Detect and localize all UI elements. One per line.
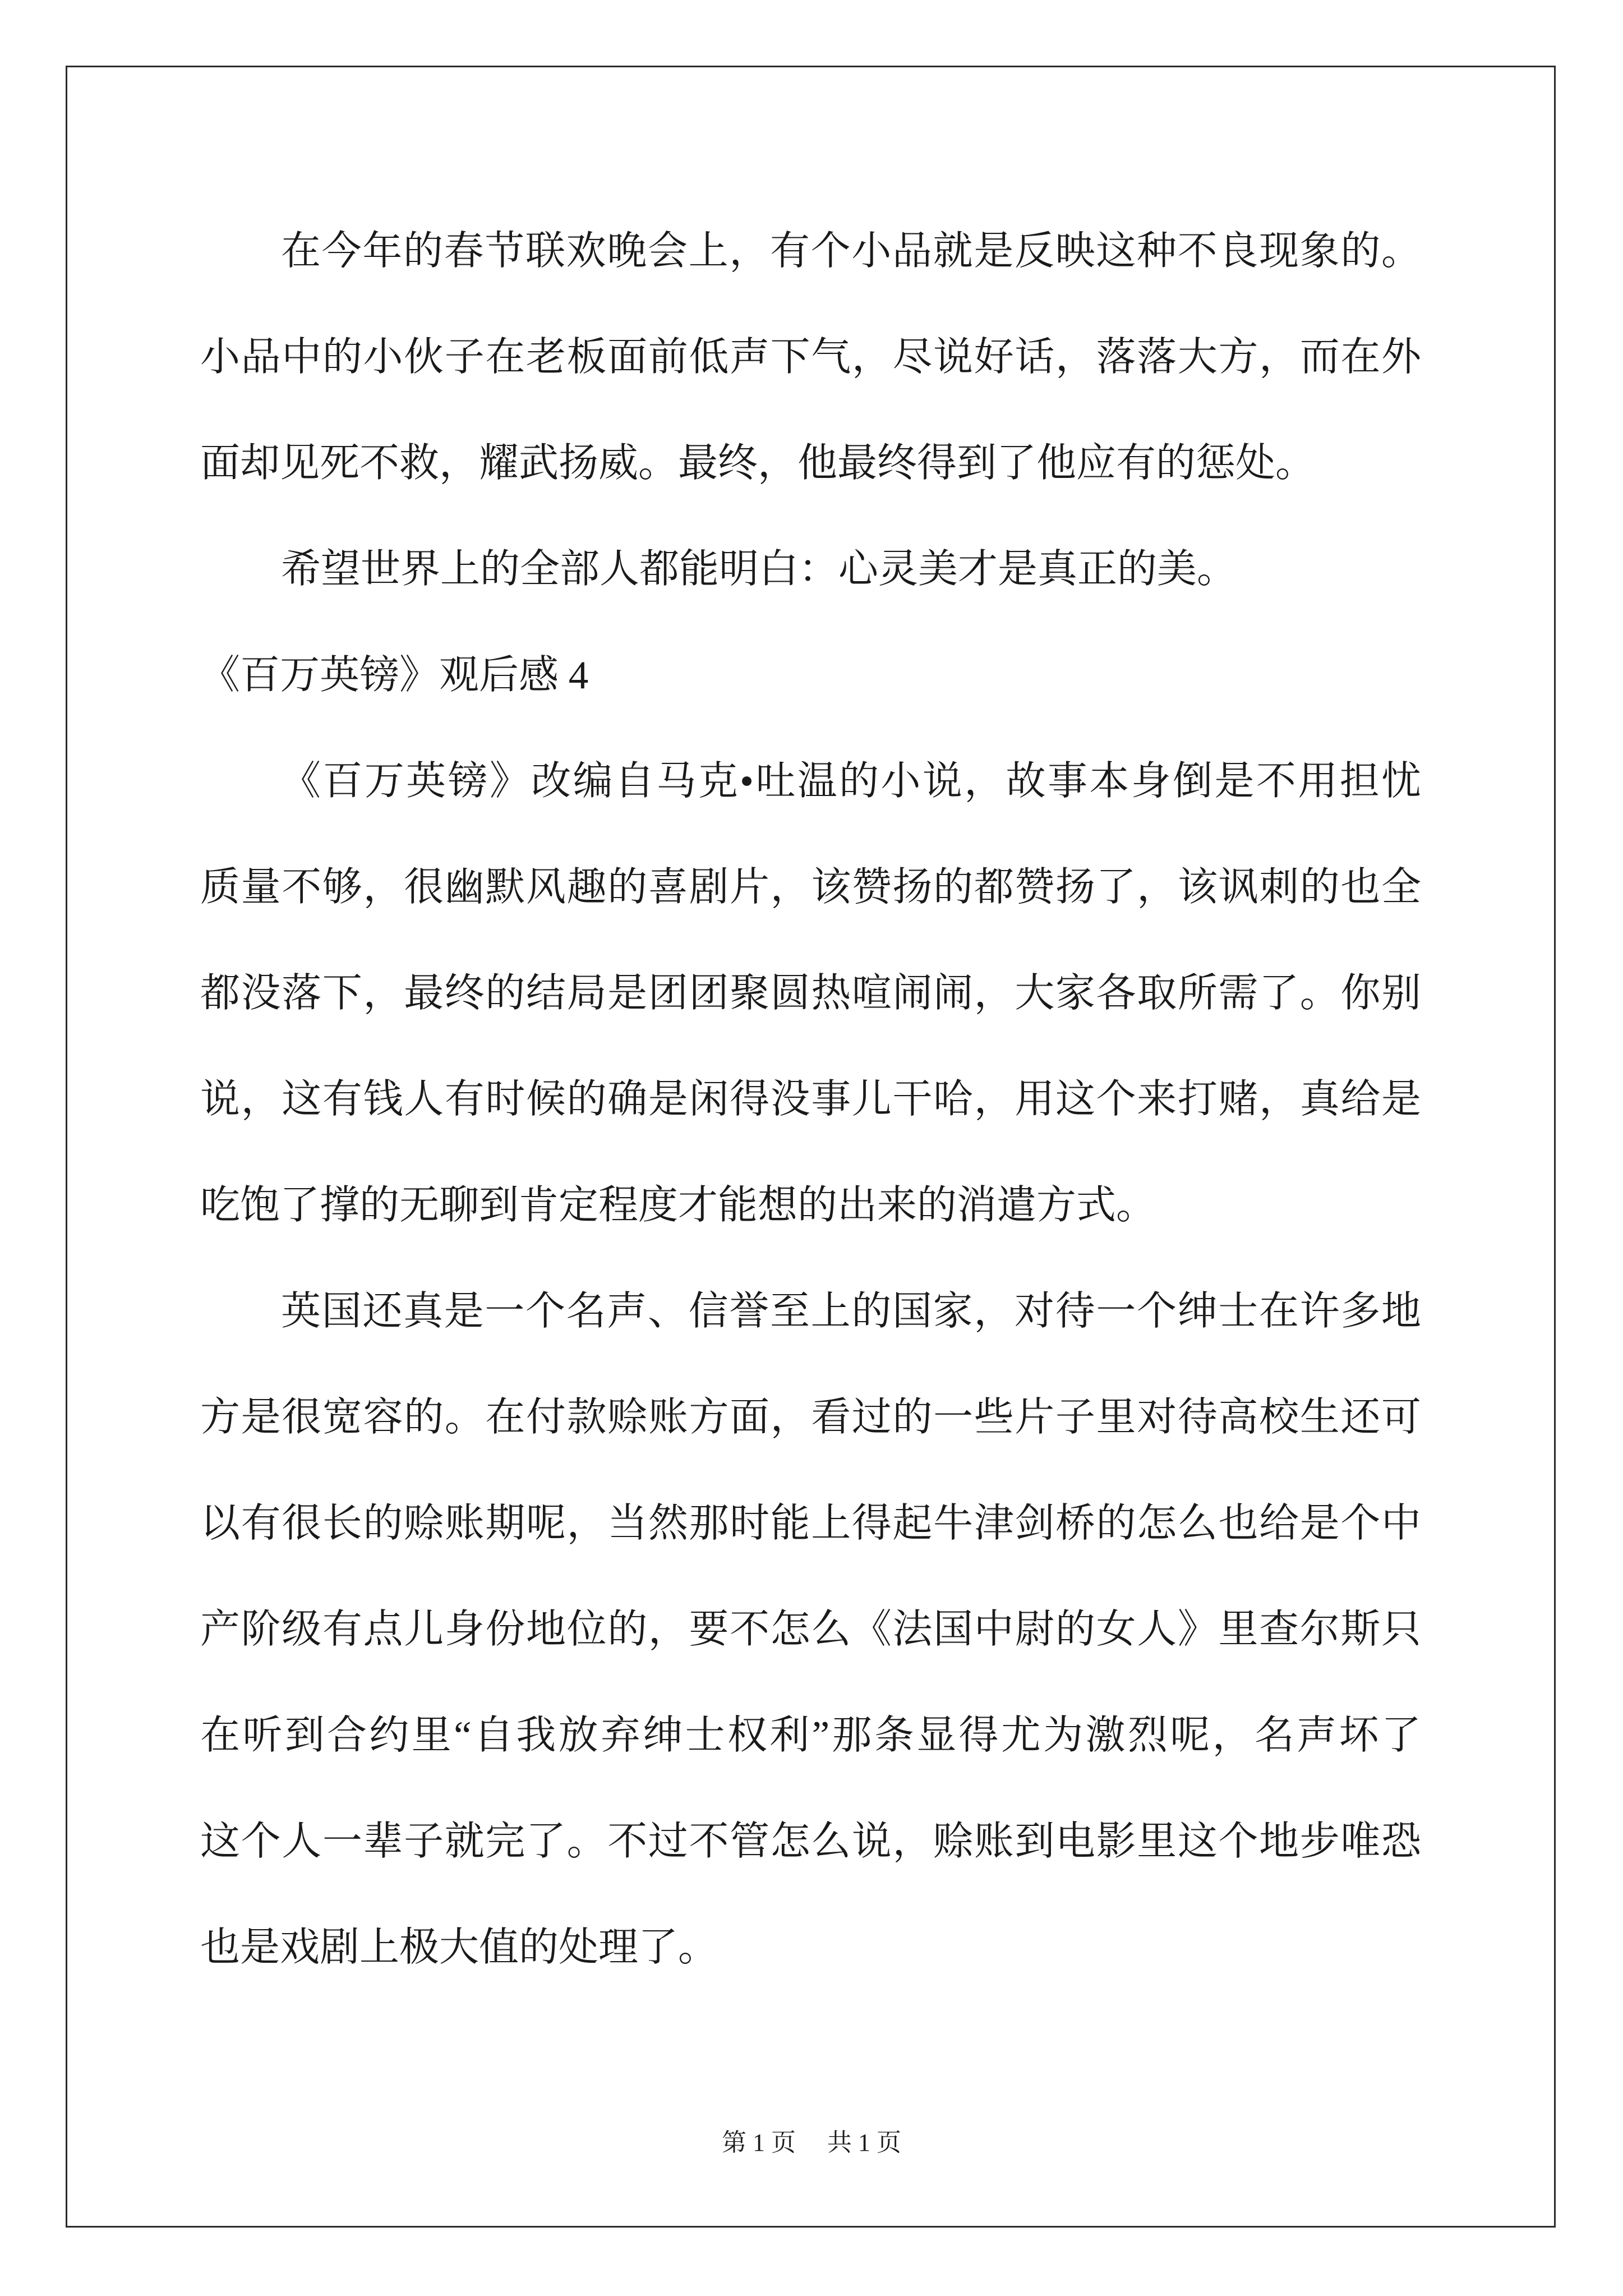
paragraph-line: 面却见死不救，耀武扬威。最终，他最终得到了他应有的惩处。: [200, 441, 1316, 485]
document-body: [200, 199, 1421, 2001]
paragraph: [200, 199, 1421, 517]
paragraph-line: 产阶级有点儿身份地位的，要不怎么《法国中尉的女人》里查尔斯只: [200, 1608, 1421, 1651]
paragraph-line: 也是戏剧上极大值的处理了。: [200, 1926, 718, 1970]
page-count: 共 1 页: [827, 2129, 901, 2156]
page-footer: [0, 2126, 1623, 2160]
paragraph: [200, 1259, 1421, 2001]
page-number: 第 1 页: [722, 2129, 796, 2156]
paragraph-line: 都没落下，最终的结局是团团聚圆热喧闹闹，大家各取所需了。你别: [200, 972, 1421, 1015]
paragraph: [200, 729, 1421, 1259]
paragraph: [200, 517, 1421, 623]
paragraph-line: 希望世界上的全部人都能明白：心灵美才是真正的美。: [281, 547, 1237, 591]
paragraph-line: 在听到合约里“自我放弃绅士权利”那条显得尤为激烈呢，名声坏了: [200, 1714, 1421, 1757]
paragraph-line: 说，这有钱人有时候的确是闲得没事儿干哈，用这个来打赌，真给是: [200, 1078, 1421, 1121]
paragraph-line: 质量不够，很幽默风趣的喜剧片，该赞扬的都赞扬了，该讽刺的也全: [200, 866, 1421, 909]
essay-title: 《百万英镑》观后感 4: [200, 654, 589, 697]
paragraph-line: 以有很长的赊账期呢，当然那时能上得起牛津剑桥的怎么也给是个中: [200, 1502, 1421, 1545]
paragraph-line: 《百万英镑》改编自马克•吐温的小说，故事本身倒是不用担忧: [281, 760, 1421, 803]
paragraph-line: 小品中的小伙子在老板面前低声下气，尽说好话，落落大方，而在外: [200, 335, 1421, 379]
paragraph-line: 方是很宽容的。在付款赊账方面，看过的一些片子里对待高校生还可: [200, 1396, 1421, 1439]
paragraph-line: 这个人一辈子就完了。不过不管怎么说，赊账到电影里这个地步唯恐: [200, 1820, 1421, 1864]
paragraph-line: 吃饱了撑的无聊到肯定程度才能想的出来的消遣方式。: [200, 1184, 1156, 1227]
paragraph-line: 英国还真是一个名声、信誉至上的国家，对待一个绅士在许多地: [281, 1290, 1421, 1333]
paragraph-line: 在今年的春节联欢晚会上，有个小品就是反映这种不良现象的。: [281, 229, 1421, 273]
